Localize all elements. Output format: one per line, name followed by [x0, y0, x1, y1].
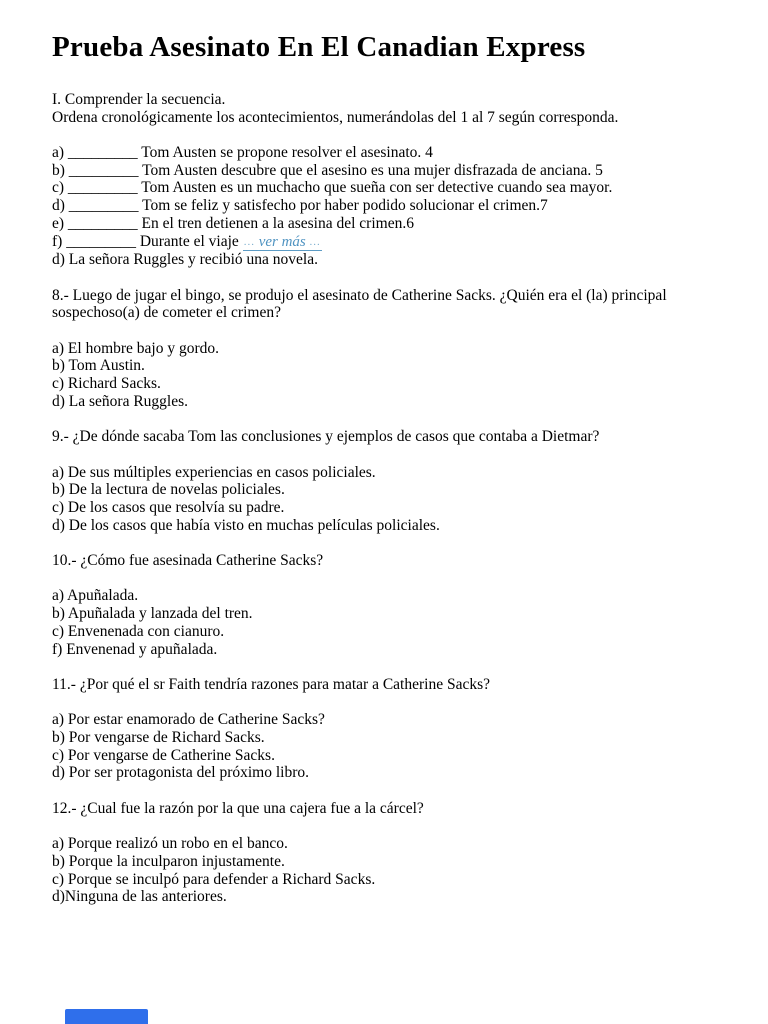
question-11-option-d: d) Por ser protagonista del próximo libro.: [52, 764, 309, 782]
spacer: [52, 322, 718, 340]
ver-mas-trailer-dots: ...: [309, 235, 321, 248]
question-11-text: 11.- ¿Por qué el sr Faith tendría razones para matar a Catherine Sacks?: [52, 675, 490, 693]
sequence-item-f: [52, 233, 718, 252]
sequence-item-c: c) _________ Tom Austen es un muchacho que sueña con ser detective cuando sea mayor.: [52, 179, 613, 197]
question-10-option-c: c) Envenenada con cianuro.: [52, 622, 225, 640]
spacer: [52, 126, 718, 144]
question-8-option-d: d) La señora Ruggles.: [52, 392, 189, 410]
spacer: [52, 446, 718, 464]
spacer: [52, 658, 718, 676]
spacer: [52, 570, 718, 588]
ver-mas-leader-dots: ...: [243, 235, 255, 248]
spacer: [52, 411, 718, 429]
question-12-option-d: d)Ninguna de las anteriores.: [52, 888, 227, 906]
question-8-option-c: c) Richard Sacks.: [52, 375, 161, 393]
question-8-option-b: b) Tom Austin.: [52, 357, 145, 375]
question-11-option-a: a) Por estar enamorado de Catherine Sacks?: [52, 711, 325, 729]
spacer: [52, 534, 718, 552]
question-9-option-d: d) De los casos que había visto en muchas películas policiales.: [52, 516, 440, 534]
question-8-text: 8.- Luego de jugar el bingo, se produjo el asesinato de Catherine Sacks. ¿Quién era el (la) principal sospechoso(a) de cometer el crimen?: [52, 286, 667, 322]
spacer: [52, 269, 718, 287]
question-10: [52, 552, 718, 658]
spacer: [52, 818, 718, 836]
sequence-item-b: b) _________ Tom Austen descubre que el asesino es una mujer disfrazada de anciana. 5: [52, 161, 603, 179]
ver-mas-link[interactable]: [243, 234, 322, 251]
sequence-item-d2: d) La señora Ruggles y recibió una novela.: [52, 251, 318, 269]
question-9-text: 9.- ¿De dónde sacaba Tom las conclusiones y ejemplos de casos que contaba a Dietmar?: [52, 428, 600, 446]
question-12-option-b: b) Porque la inculparon injustamente.: [52, 852, 285, 870]
sequence-item-e: e) _________ En el tren detienen a la asesina del crimen.6: [52, 214, 414, 232]
question-9: [52, 428, 718, 534]
question-9-option-c: c) De los casos que resolvía su padre.: [52, 498, 285, 516]
section-heading: I. Comprender la secuencia.: [52, 90, 226, 108]
sequence-item-a: a) _________ Tom Austen se propone resolver el asesinato. 4: [52, 143, 433, 161]
question-11-option-b: b) Por vengarse de Richard Sacks.: [52, 729, 265, 747]
question-12-text: 12.- ¿Cual fue la razón por la que una cajera fue a la cárcel?: [52, 799, 424, 817]
question-9-option-a: a) De sus múltiples experiencias en casos policiales.: [52, 463, 376, 481]
page-title: Prueba Asesinato En El Canadian Express: [52, 31, 586, 63]
question-8-option-a: a) El hombre bajo y gordo.: [52, 339, 220, 357]
sequence-item-d: d) _________ Tom se feliz y satisfecho por haber podido solucionar el crimen.7: [52, 197, 548, 215]
spacer: [52, 694, 718, 712]
question-12-option-c: c) Porque se inculpó para defender a Richard Sacks.: [52, 870, 376, 888]
question-10-text: 10.- ¿Cómo fue asesinada Catherine Sacks?: [52, 552, 324, 570]
question-11-option-c: c) Por vengarse de Catherine Sacks.: [52, 746, 275, 764]
clipped-blue-element[interactable]: [65, 1009, 148, 1024]
question-9-option-b: b) De la lectura de novelas policiales.: [52, 481, 285, 499]
sequence-item-f-text: f) _________ Durante el viaje: [52, 232, 243, 250]
question-11: [52, 676, 718, 782]
section-instruction: Ordena cronológicamente los acontecimientos, numerándolas del 1 al 7 según corresponda.: [52, 108, 619, 126]
question-10-option-b: b) Apuñalada y lanzada del tren.: [52, 605, 253, 623]
spacer: [52, 782, 718, 800]
question-10-option-f: f) Envenenad y apuñalada.: [52, 640, 218, 658]
question-12-option-a: a) Porque realizó un robo en el banco.: [52, 835, 288, 853]
question-12: [52, 800, 718, 906]
question-10-option-a: a) Apuñalada.: [52, 587, 139, 605]
ver-mas-label: ver más: [258, 233, 306, 250]
question-8: [52, 287, 718, 411]
